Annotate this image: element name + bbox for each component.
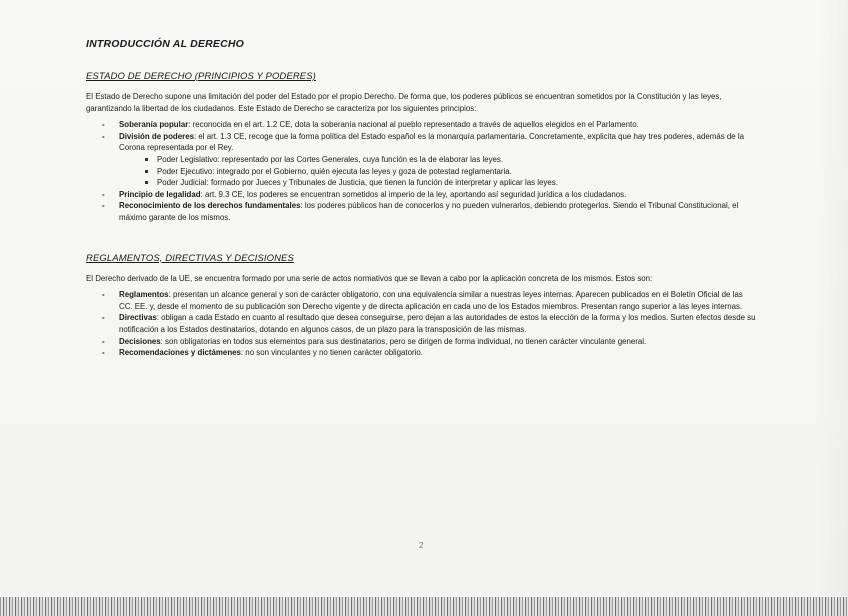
item-text: : art. 9.3 CE, los poderes se encuentran sometidos al imperio de la ley, aportando así seguridad jurídica a los ciudadanos. xyxy=(200,189,627,199)
item-term: Reglamentos xyxy=(119,290,169,300)
section-intro-estado-derecho: El Estado de Derecho supone una limitación del poder del Estado por el propio Derecho. De forma que, los poderes públicos se encuentran sometidos por la Constitución y las leyes, garantizando la libertad de los ciudadanos. Este Estado de Derecho se caracteriza por los siguientes principios: xyxy=(86,92,722,113)
page-number: 2 xyxy=(419,541,424,550)
section-title-reglamentos: REGLAMENTOS, DIRECTIVAS Y DECISIONES xyxy=(86,252,294,264)
item-term: Principio de legalidad xyxy=(119,189,201,199)
eu-acts-list xyxy=(86,289,758,359)
list-item-soberania xyxy=(119,119,758,131)
list-item-derechos-fundamentales xyxy=(119,200,758,223)
list-item-directivas xyxy=(119,312,758,335)
item-text: : los poderes públicos han de conocerlos y no pueden vulnerarlos, debiendo protegerlos. Siendo el Tribunal Constitucional, el máximo garante de los mismos. xyxy=(119,201,739,222)
item-text: : obligan a cada Estado en cuanto al resultado que desea conseguirse, pero dejan a las autoridades de estos la elección de la forma y los medios. Surten efectos desde su notificación a los Estados destinatarios, dotando en algunos casos, de un plazo para la transposición de las mismas. xyxy=(119,313,756,334)
list-item-decisiones xyxy=(119,336,758,348)
powers-list xyxy=(119,154,758,189)
document-title: INTRODUCCIÓN AL DERECHO xyxy=(86,38,245,50)
page-content xyxy=(86,38,758,359)
item-term: Directivas xyxy=(119,313,157,323)
principles-list xyxy=(86,119,758,223)
item-text: : presentan un alcance general y son de carácter obligatorio, con una equivalencia similar a nuestras leyes internas. Aparecen publicados en el Boletín Oficial de las CC. EE. y, desde el momento de su publicación son Derecho vigente y de directa aplicación en cada uno de los Estados miembros. Presentan rango superior a las leyes internas. xyxy=(119,290,743,311)
list-item-reglamentos xyxy=(119,289,758,312)
item-text: : no son vinculantes y no tienen carácter obligatorio. xyxy=(240,348,423,358)
item-term: División de poderes xyxy=(119,131,194,141)
section-title-estado-derecho: ESTADO DE DERECHO (PRINCIPIOS Y PODERES) xyxy=(86,71,316,82)
list-item-poder-ejecutivo: Poder Ejecutivo: integrado por el Gobierno, quién ejecuta las leyes y goza de potestad reglamentaria. xyxy=(157,166,758,178)
section-intro-reglamentos: El Derecho derivado de la UE, se encuentra formado por una serie de actos normativos que se llevan a cabo por la aplicación concreta de los mismos. Estos son: xyxy=(86,273,653,283)
item-text: : reconocida en el art. 1.2 CE, dota la soberanía nacional al pueblo representado a través de aquellos elegidos en el Parlamento. xyxy=(188,120,639,130)
item-term: Reconocimiento de los derechos fundamentales xyxy=(119,201,301,211)
item-term: Decisiones xyxy=(119,336,161,346)
list-item-recomendaciones xyxy=(119,347,758,359)
scan-edge-strip xyxy=(0,597,848,616)
page-shadow xyxy=(818,0,848,616)
list-item-poder-judicial: Poder Judicial: formado por Jueces y Tribunales de Justicia, que tienen la función de interpretar y aplicar las leyes. xyxy=(157,177,758,189)
item-text: : son obligatorias en todos sus elementos para sus destinatarios, pero se dirigen de forma individual, no tienen carácter vinculante general. xyxy=(160,336,647,346)
list-item-legalidad xyxy=(119,189,758,201)
list-item-division-poderes xyxy=(119,131,758,189)
item-term: Soberanía popular xyxy=(119,120,189,130)
item-text: : el art. 1.3 CE, recoge que la forma política del Estado español es la monarquía parlamentaria. Concretamente, explicita que hay tres poderes, además de la Corona representada por el Rey. xyxy=(119,131,745,153)
item-term: Recomendaciones y dictámenes xyxy=(119,348,241,358)
list-item-poder-legislativo: Poder Legislativo: representado por las Cortes Generales, cuya función es la de elaborar las leyes. xyxy=(157,154,758,166)
